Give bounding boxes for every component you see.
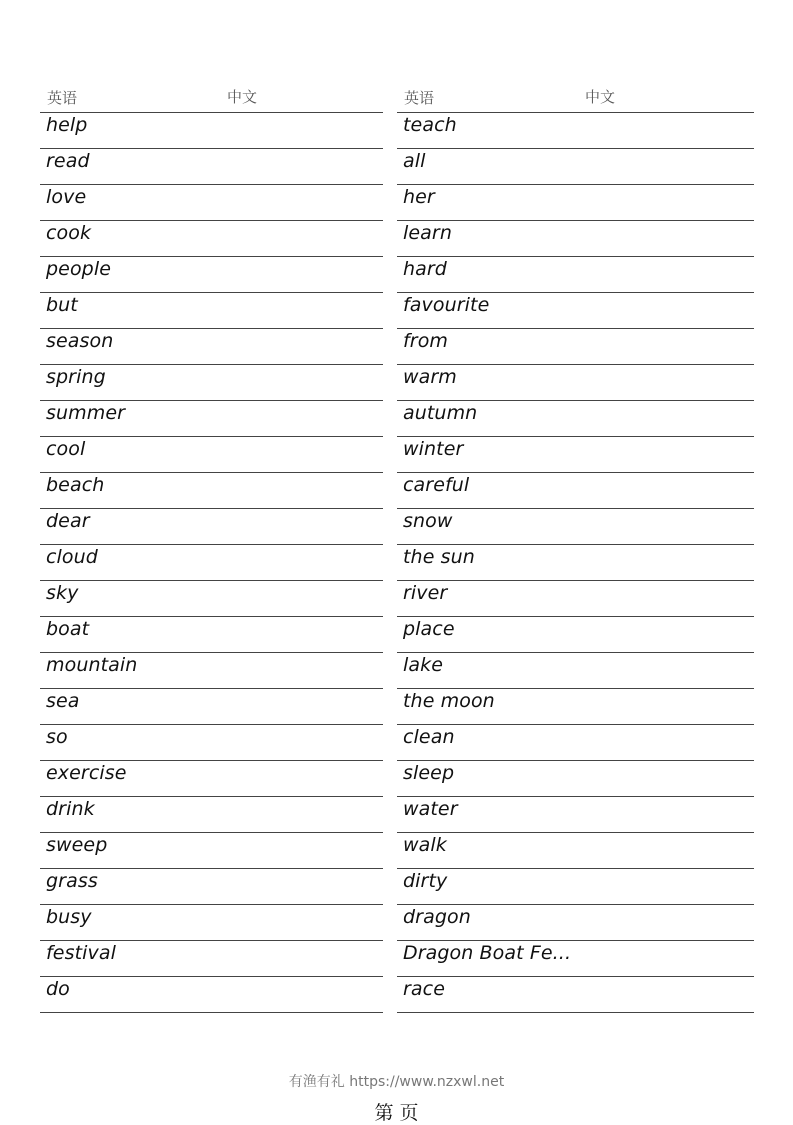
english-word: spring: [46, 366, 106, 388]
english-word: beach: [46, 474, 105, 496]
english-word: favourite: [403, 294, 490, 316]
table-row: [40, 977, 383, 1013]
english-word: dragon: [403, 906, 471, 928]
table-row: [397, 977, 754, 1013]
table-rows: [40, 113, 383, 1013]
table-row: [397, 221, 754, 257]
table-row: [397, 653, 754, 689]
table-row: [40, 905, 383, 941]
table-row: [397, 365, 754, 401]
table-row: [40, 293, 383, 329]
english-word: festival: [46, 942, 116, 964]
left-vocab-table: [40, 84, 383, 1013]
english-word: learn: [403, 222, 452, 244]
table-row: [397, 509, 754, 545]
table-row: [40, 401, 383, 437]
table-rows: [397, 113, 754, 1013]
english-word: autumn: [403, 402, 478, 424]
english-word: the moon: [403, 690, 495, 712]
table-row: [397, 257, 754, 293]
english-word: boat: [46, 618, 90, 640]
english-word: grass: [46, 870, 98, 892]
english-word: cook: [46, 222, 92, 244]
table-row: [397, 941, 754, 977]
english-word: sleep: [403, 762, 455, 784]
english-word: but: [46, 294, 78, 316]
english-word: hard: [403, 258, 447, 280]
table-row: [40, 725, 383, 761]
english-word: sea: [46, 690, 80, 712]
english-word: drink: [46, 798, 95, 820]
english-word: the sun: [403, 546, 475, 568]
table-row: [40, 113, 383, 149]
english-word: water: [403, 798, 458, 820]
table-row: [40, 329, 383, 365]
table-row: [40, 869, 383, 905]
table-row: [397, 581, 754, 617]
english-word: read: [46, 150, 90, 172]
english-word: cool: [46, 438, 86, 460]
table-row: [397, 329, 754, 365]
english-word: help: [46, 114, 88, 136]
table-row: [40, 653, 383, 689]
english-word: summer: [46, 402, 126, 424]
table-row: [40, 941, 383, 977]
english-word: place: [403, 618, 455, 640]
table-row: [40, 833, 383, 869]
english-word: all: [403, 150, 426, 172]
header-chinese: 中文: [585, 88, 616, 106]
english-word: lake: [403, 654, 444, 676]
table-row: [40, 797, 383, 833]
table-row: [40, 149, 383, 185]
table-row: [40, 509, 383, 545]
header-chinese: 中文: [227, 88, 258, 106]
table-row: [397, 617, 754, 653]
right-vocab-table: [397, 84, 754, 1013]
table-row: [40, 689, 383, 725]
footer-page-label: 第 页: [374, 1102, 419, 1124]
english-word: cloud: [46, 546, 98, 568]
table-row: [40, 581, 383, 617]
english-word: sweep: [46, 834, 108, 856]
english-word: so: [46, 726, 68, 748]
english-word: dirty: [403, 870, 448, 892]
table-row: [397, 689, 754, 725]
english-word: walk: [403, 834, 447, 856]
english-word: warm: [403, 366, 457, 388]
english-word: sky: [46, 582, 79, 604]
footer-site-text: 有渔有礼 https://www.nzxwl.net: [288, 1074, 505, 1090]
table-row: [397, 905, 754, 941]
table-row: [40, 437, 383, 473]
table-row: [397, 293, 754, 329]
table-header: [40, 84, 383, 113]
english-word: mountain: [46, 654, 138, 676]
english-word: clean: [403, 726, 455, 748]
table-row: [40, 365, 383, 401]
english-word: season: [46, 330, 114, 352]
table-row: [397, 437, 754, 473]
english-word: snow: [403, 510, 453, 532]
english-word: busy: [46, 906, 92, 928]
english-word: exercise: [46, 762, 127, 784]
table-row: [397, 113, 754, 149]
table-row: [397, 401, 754, 437]
english-word: dear: [46, 510, 90, 532]
header-english: 英语: [47, 89, 78, 107]
table-row: [397, 833, 754, 869]
english-word: people: [46, 258, 112, 280]
table-row: [397, 545, 754, 581]
english-word: from: [403, 330, 449, 352]
table-row: [397, 797, 754, 833]
table-row: [397, 149, 754, 185]
header-english: 英语: [404, 89, 435, 107]
table-row: [40, 617, 383, 653]
english-word: careful: [403, 474, 470, 496]
english-word: river: [403, 582, 448, 604]
table-row: [397, 761, 754, 797]
table-row: [40, 473, 383, 509]
english-word: winter: [403, 438, 464, 460]
english-word: race: [403, 978, 445, 1000]
table-header: [397, 84, 754, 113]
english-word: love: [46, 186, 87, 208]
english-word: her: [403, 186, 435, 208]
table-row: [397, 185, 754, 221]
table-row: [40, 545, 383, 581]
table-row: [397, 869, 754, 905]
english-word: teach: [403, 114, 457, 136]
table-row: [40, 185, 383, 221]
table-row: [40, 761, 383, 797]
table-row: [40, 221, 383, 257]
table-row: [397, 473, 754, 509]
table-row: [397, 725, 754, 761]
english-word: Dragon Boat Fe...: [403, 942, 572, 964]
english-word: do: [46, 978, 70, 1000]
table-row: [40, 257, 383, 293]
